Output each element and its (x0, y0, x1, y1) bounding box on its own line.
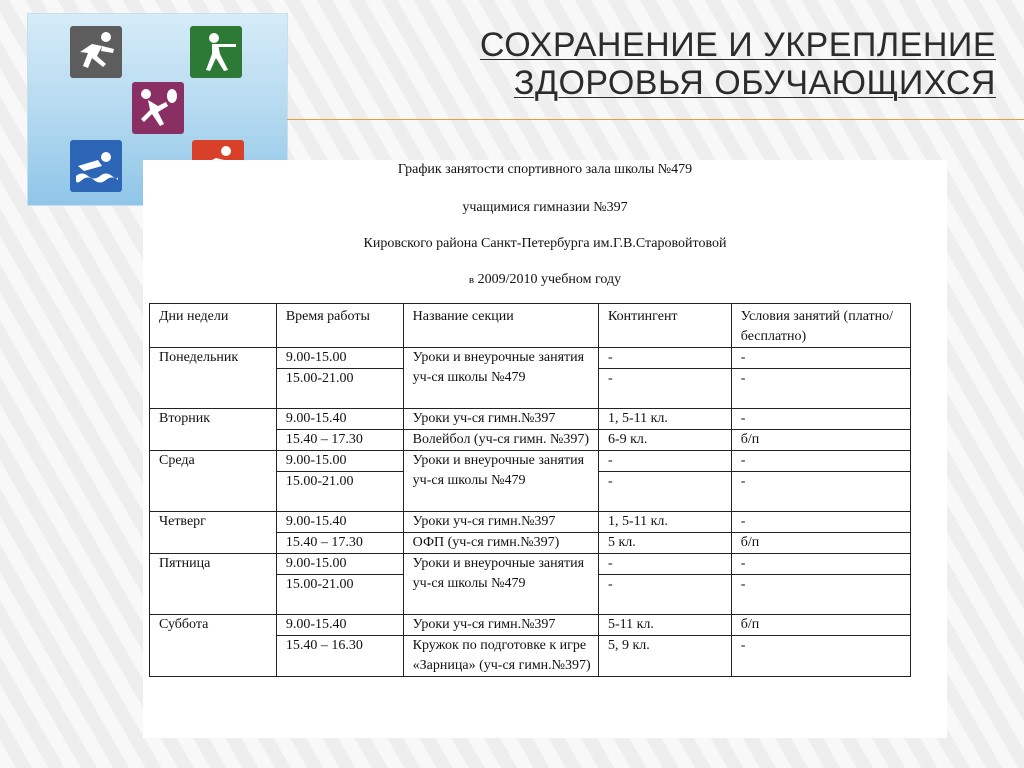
conditions-cell: б/п (731, 615, 910, 636)
contingent-cell: 1, 5-11 кл. (598, 409, 731, 430)
conditions-cell: - (731, 369, 910, 409)
doc-heading-1: График занятости спортивного зала школы №479 (397, 162, 693, 177)
table-header-row (150, 304, 911, 348)
conditions-cell: б/п (731, 430, 910, 451)
doc-heading-2: учащимися гимназии №397 (462, 200, 628, 215)
tennis-icon (132, 82, 184, 134)
section-cell: Уроки и внеурочные занятия уч-ся школы №479 (403, 348, 598, 409)
schedule-document (143, 160, 947, 738)
table-row (150, 615, 911, 636)
schedule-table (149, 303, 911, 677)
conditions-cell: - (731, 409, 910, 430)
conditions-cell: - (731, 348, 910, 369)
section-cell: Уроки и внеурочные занятия уч-ся школы №479 (403, 451, 598, 512)
col-header: Время работы (276, 304, 403, 348)
contingent-cell: 1, 5-11 кл. (598, 512, 731, 533)
table-row (150, 409, 911, 430)
time-cell: 15.00-21.00 (276, 369, 403, 409)
doc-heading-4-prefix: в (468, 274, 475, 286)
slide-title-line1: СОХРАНЕНИЕ И УКРЕПЛЕНИЕ (479, 26, 996, 64)
section-cell: Уроки и внеурочные занятия уч-ся школы №479 (403, 554, 598, 615)
table-row (150, 451, 911, 472)
time-cell: 15.40 – 16.30 (276, 636, 403, 677)
slide-title (396, 26, 996, 102)
table-row (150, 348, 911, 369)
conditions-cell: - (731, 554, 910, 575)
section-cell: Уроки уч-ся гимн.№397 (403, 409, 598, 430)
day-cell: Вторник (150, 409, 277, 451)
conditions-cell: - (731, 451, 910, 472)
contingent-cell: - (598, 554, 731, 575)
time-cell: 15.40 – 17.30 (276, 533, 403, 554)
day-cell: Пятница (150, 554, 277, 615)
day-cell: Четверг (150, 512, 277, 554)
swimming-icon (70, 140, 122, 192)
section-cell: Уроки уч-ся гимн.№397 (403, 615, 598, 636)
contingent-cell: - (598, 451, 731, 472)
doc-heading-4 (143, 272, 947, 288)
day-cell: Среда (150, 451, 277, 512)
time-cell: 15.00-21.00 (276, 472, 403, 512)
time-cell: 9.00-15.00 (276, 554, 403, 575)
time-cell: 15.00-21.00 (276, 575, 403, 615)
conditions-cell: - (731, 512, 910, 533)
conditions-cell: - (731, 472, 910, 512)
doc-heading-4-rest: 2009/2010 учебном году (474, 272, 622, 287)
slide-title-line2: ЗДОРОВЬЯ ОБУЧАЮЩИХСЯ (513, 64, 996, 102)
contingent-cell: - (598, 348, 731, 369)
section-cell: Волейбол (уч-ся гимн. №397) (403, 430, 598, 451)
col-header: Название секции (403, 304, 598, 348)
doc-heading-3: Кировского района Санкт-Петербурга им.Г.В.Старовойтовой (363, 236, 727, 251)
day-cell: Понедельник (150, 348, 277, 409)
conditions-cell: - (731, 575, 910, 615)
contingent-cell: - (598, 575, 731, 615)
conditions-cell: - (731, 636, 910, 677)
time-cell: 9.00-15.40 (276, 615, 403, 636)
contingent-cell: 6-9 кл. (598, 430, 731, 451)
contingent-cell: 5-11 кл. (598, 615, 731, 636)
table-row (150, 554, 911, 575)
running-icon (70, 26, 122, 78)
col-header: Контингент (598, 304, 731, 348)
conditions-cell: б/п (731, 533, 910, 554)
archer-icon (190, 26, 242, 78)
time-cell: 15.40 – 17.30 (276, 430, 403, 451)
time-cell: 9.00-15.40 (276, 512, 403, 533)
col-header: Дни недели (150, 304, 277, 348)
title-rule (287, 119, 1024, 120)
contingent-cell: - (598, 472, 731, 512)
time-cell: 9.00-15.40 (276, 409, 403, 430)
section-cell: Кружок по подготовке к игре «Зарница» (уч-ся гимн.№397) (403, 636, 598, 677)
col-header: Условия занятий (платно/бесплатно) (731, 304, 910, 348)
section-cell: ОФП (уч-ся гимн.№397) (403, 533, 598, 554)
table-row (150, 512, 911, 533)
contingent-cell: - (598, 369, 731, 409)
section-cell: Уроки уч-ся гимн.№397 (403, 512, 598, 533)
time-cell: 9.00-15.00 (276, 451, 403, 472)
contingent-cell: 5 кл. (598, 533, 731, 554)
day-cell: Суббота (150, 615, 277, 677)
time-cell: 9.00-15.00 (276, 348, 403, 369)
contingent-cell: 5, 9 кл. (598, 636, 731, 677)
